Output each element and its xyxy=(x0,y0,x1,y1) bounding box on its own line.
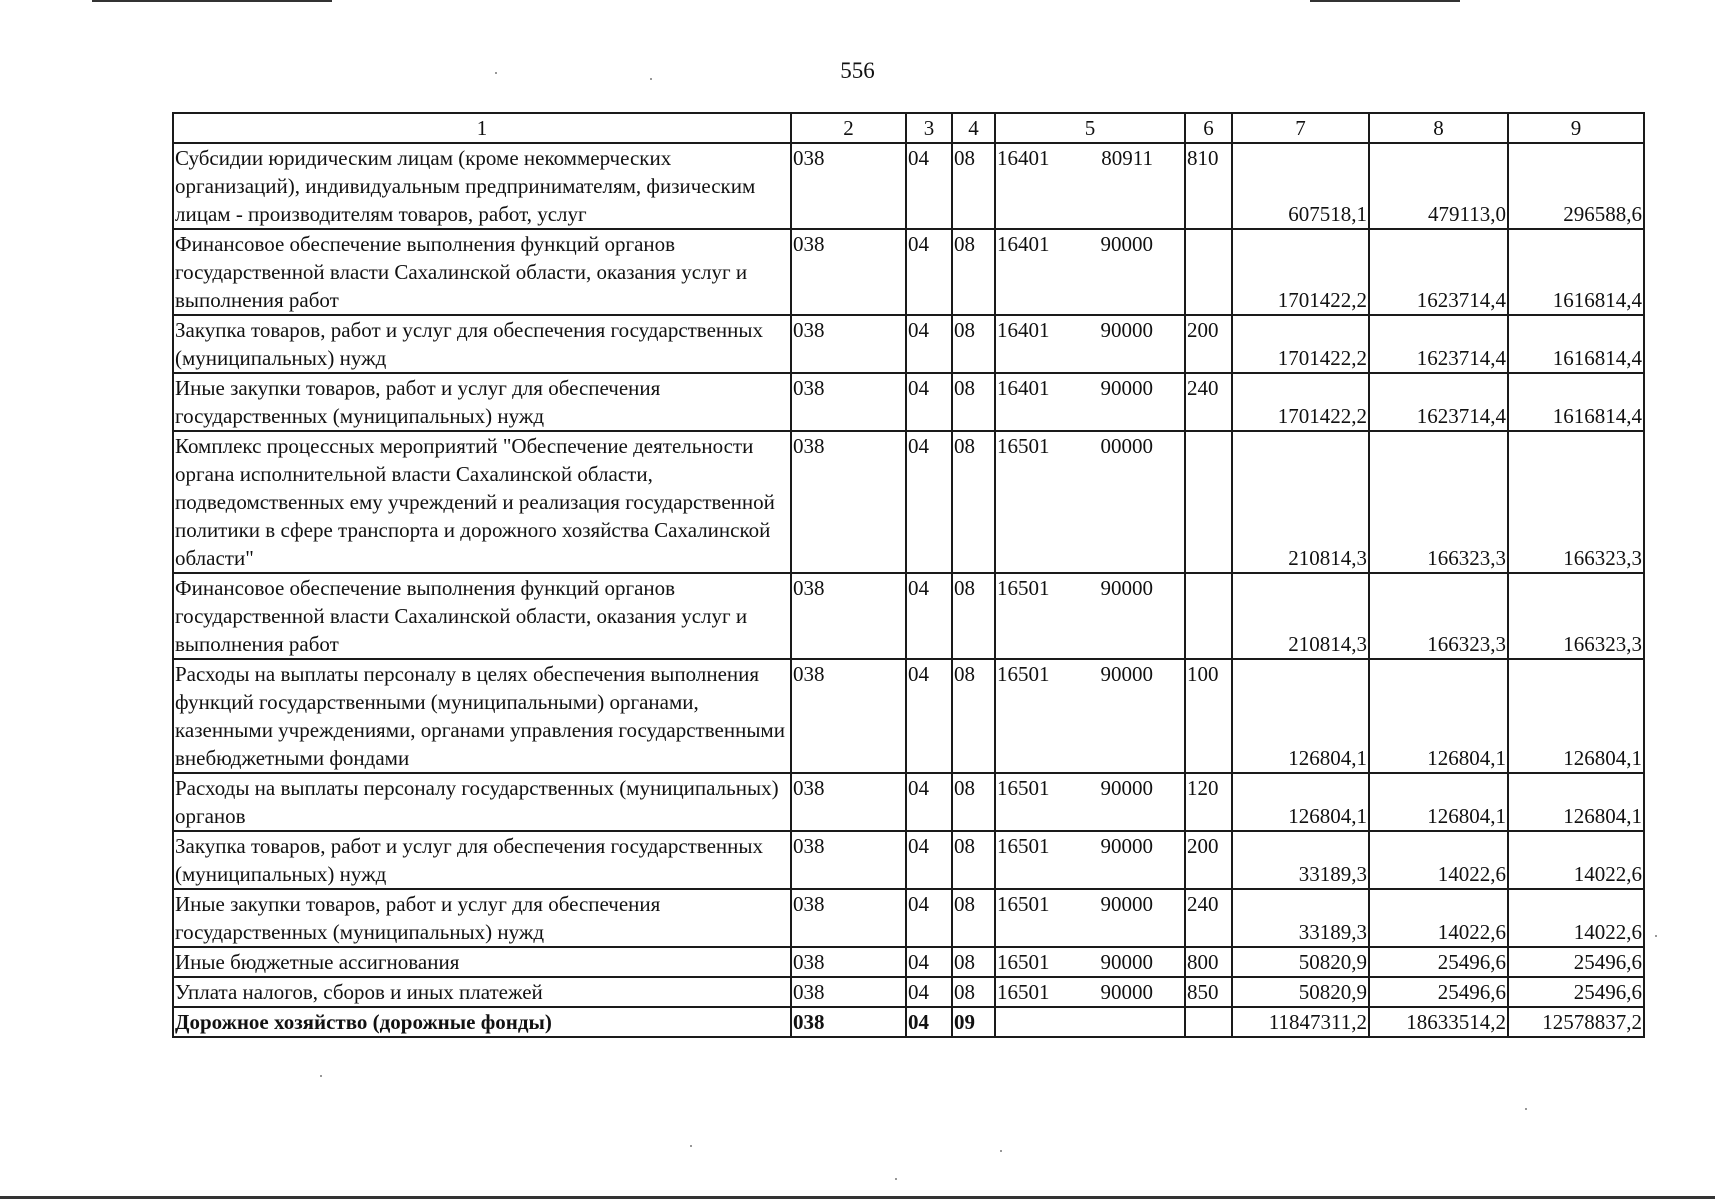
subsection-code-cell: 08 xyxy=(952,431,995,573)
amount-col9-cell: 166323,3 xyxy=(1508,431,1644,573)
program-code: 16501 xyxy=(997,776,1050,800)
program-code: 16501 xyxy=(997,950,1050,974)
amount-col8-cell: 1623714,4 xyxy=(1369,229,1508,315)
amount-col8-cell: 166323,3 xyxy=(1369,431,1508,573)
amount-col9-cell: 1616814,4 xyxy=(1508,229,1644,315)
amount-col7-cell: 33189,3 xyxy=(1232,889,1369,947)
amount-col9-cell: 25496,6 xyxy=(1508,947,1644,977)
column-header: 4 xyxy=(952,113,995,143)
direction-code: 90000 xyxy=(1100,232,1153,256)
direction-code: 90000 xyxy=(1100,662,1153,686)
ministry-code-cell: 038 xyxy=(791,659,906,773)
target-article-cell xyxy=(995,143,1185,229)
program-code: 16501 xyxy=(997,834,1050,858)
direction-code: 90000 xyxy=(1100,892,1153,916)
scan-speck xyxy=(1000,1150,1002,1152)
target-article-cell xyxy=(995,573,1185,659)
target-article-cell xyxy=(995,373,1185,431)
target-article-cell xyxy=(995,947,1185,977)
column-header: 1 xyxy=(173,113,791,143)
amount-col9-cell: 1616814,4 xyxy=(1508,315,1644,373)
column-header: 2 xyxy=(791,113,906,143)
amount-col7-cell: 50820,9 xyxy=(1232,947,1369,977)
table-row xyxy=(173,977,1644,1007)
scan-edge-top-left xyxy=(92,0,332,2)
scan-speck xyxy=(690,1145,692,1147)
column-header: 3 xyxy=(906,113,952,143)
program-code: 16501 xyxy=(997,434,1050,458)
section-code-cell: 04 xyxy=(906,315,952,373)
amount-col7-cell: 33189,3 xyxy=(1232,831,1369,889)
section-code-cell: 04 xyxy=(906,431,952,573)
scan-edge-top-right xyxy=(1310,0,1460,2)
subsection-code-cell: 08 xyxy=(952,659,995,773)
expense-type-cell: 200 xyxy=(1185,831,1232,889)
expense-type-cell: 800 xyxy=(1185,947,1232,977)
expense-type-cell xyxy=(1185,1007,1232,1037)
column-header: 9 xyxy=(1508,113,1644,143)
target-article-cell xyxy=(995,659,1185,773)
target-article-cell xyxy=(995,229,1185,315)
expense-name-cell: Расходы на выплаты персоналу в целях обеспечения выполнения функций государственными (муниципальными) органами, казенными учреждениями, органами управления государственными внебюджетными фондами xyxy=(173,659,791,773)
amount-col8-cell: 14022,6 xyxy=(1369,889,1508,947)
amount-col7-cell: 607518,1 xyxy=(1232,143,1369,229)
ministry-code-cell: 038 xyxy=(791,229,906,315)
amount-col7-cell: 210814,3 xyxy=(1232,431,1369,573)
expense-type-cell: 100 xyxy=(1185,659,1232,773)
expense-name-cell: Закупка товаров, работ и услуг для обеспечения государственных (муниципальных) нужд xyxy=(173,831,791,889)
program-code: 16401 xyxy=(997,232,1050,256)
direction-code: 90000 xyxy=(1100,376,1153,400)
amount-col8-cell: 126804,1 xyxy=(1369,659,1508,773)
subsection-code-cell: 08 xyxy=(952,573,995,659)
subsection-code-cell: 08 xyxy=(952,315,995,373)
amount-col9-cell: 296588,6 xyxy=(1508,143,1644,229)
target-article-cell xyxy=(995,431,1185,573)
direction-code: 80911 xyxy=(1101,146,1153,170)
subsection-code-cell: 08 xyxy=(952,773,995,831)
amount-col8-cell: 1623714,4 xyxy=(1369,373,1508,431)
ministry-code-cell: 038 xyxy=(791,831,906,889)
program-code: 16401 xyxy=(997,376,1050,400)
amount-col8-cell: 126804,1 xyxy=(1369,773,1508,831)
subsection-code-cell: 08 xyxy=(952,229,995,315)
amount-col8-cell: 14022,6 xyxy=(1369,831,1508,889)
amount-col8-cell: 479113,0 xyxy=(1369,143,1508,229)
subsection-code-cell: 08 xyxy=(952,947,995,977)
subsection-code-cell: 08 xyxy=(952,373,995,431)
scan-speck xyxy=(1525,1108,1527,1110)
target-article-cell xyxy=(995,773,1185,831)
section-code-cell: 04 xyxy=(906,947,952,977)
section-code-cell: 04 xyxy=(906,373,952,431)
amount-col7-cell: 126804,1 xyxy=(1232,659,1369,773)
target-article-cell xyxy=(995,889,1185,947)
scan-speck xyxy=(1655,935,1657,937)
section-code-cell: 04 xyxy=(906,143,952,229)
expense-name-cell: Субсидии юридическим лицам (кроме некоммерческих организаций), индивидуальным предпринимателям, физическим лицам - производителям товаров, работ, услуг xyxy=(173,143,791,229)
table-row xyxy=(173,373,1644,431)
expense-name-cell: Иные закупки товаров, работ и услуг для обеспечения государственных (муниципальных) нужд xyxy=(173,373,791,431)
amount-col7-cell: 50820,9 xyxy=(1232,977,1369,1007)
amount-col9-cell: 126804,1 xyxy=(1508,773,1644,831)
direction-code: 90000 xyxy=(1100,576,1153,600)
subsection-code-cell: 09 xyxy=(952,1007,995,1037)
direction-code: 00000 xyxy=(1100,434,1153,458)
ministry-code-cell: 038 xyxy=(791,1007,906,1037)
ministry-code-cell: 038 xyxy=(791,431,906,573)
table-row xyxy=(173,315,1644,373)
direction-code: 90000 xyxy=(1100,950,1153,974)
expense-type-cell: 200 xyxy=(1185,315,1232,373)
table-row xyxy=(173,659,1644,773)
amount-col9-cell: 12578837,2 xyxy=(1508,1007,1644,1037)
table-row xyxy=(173,431,1644,573)
table-row xyxy=(173,573,1644,659)
target-article-cell xyxy=(995,315,1185,373)
target-article-cell xyxy=(995,977,1185,1007)
expense-type-cell: 810 xyxy=(1185,143,1232,229)
expense-name-cell: Комплекс процессных мероприятий "Обеспечение деятельности органа исполнительной власти Сахалинской области, подведомственных ему учреждений и реализация государственной политики в сфере транспорта и дорожного хозяйства Сахалинской области" xyxy=(173,431,791,573)
table-header-row xyxy=(173,113,1644,143)
table-row xyxy=(173,947,1644,977)
column-header: 5 xyxy=(995,113,1185,143)
program-code: 16401 xyxy=(997,318,1050,342)
expense-type-cell: 240 xyxy=(1185,889,1232,947)
table-row xyxy=(173,831,1644,889)
amount-col9-cell: 1616814,4 xyxy=(1508,373,1644,431)
expense-type-cell: 120 xyxy=(1185,773,1232,831)
expense-name-cell: Дорожное хозяйство (дорожные фонды) xyxy=(173,1007,791,1037)
expense-name-cell: Уплата налогов, сборов и иных платежей xyxy=(173,977,791,1007)
target-article-cell xyxy=(995,831,1185,889)
amount-col8-cell: 18633514,2 xyxy=(1369,1007,1508,1037)
scan-edge-bottom xyxy=(0,1196,1715,1199)
amount-col7-cell: 1701422,2 xyxy=(1232,373,1369,431)
amount-col9-cell: 166323,3 xyxy=(1508,573,1644,659)
column-header: 8 xyxy=(1369,113,1508,143)
amount-col8-cell: 25496,6 xyxy=(1369,977,1508,1007)
target-article-cell xyxy=(995,1007,1185,1037)
scan-speck xyxy=(320,1075,322,1077)
amount-col7-cell: 210814,3 xyxy=(1232,573,1369,659)
section-code-cell: 04 xyxy=(906,773,952,831)
table-row xyxy=(173,143,1644,229)
amount-col9-cell: 126804,1 xyxy=(1508,659,1644,773)
expense-name-cell: Расходы на выплаты персоналу государственных (муниципальных) органов xyxy=(173,773,791,831)
ministry-code-cell: 038 xyxy=(791,977,906,1007)
expense-type-cell: 850 xyxy=(1185,977,1232,1007)
column-header: 6 xyxy=(1185,113,1232,143)
amount-col9-cell: 14022,6 xyxy=(1508,889,1644,947)
ministry-code-cell: 038 xyxy=(791,143,906,229)
expense-name-cell: Финансовое обеспечение выполнения функций органов государственной власти Сахалинской области, оказания услуг и выполнения работ xyxy=(173,229,791,315)
ministry-code-cell: 038 xyxy=(791,889,906,947)
amount-col7-cell: 1701422,2 xyxy=(1232,229,1369,315)
ministry-code-cell: 038 xyxy=(791,373,906,431)
amount-col9-cell: 25496,6 xyxy=(1508,977,1644,1007)
table-row xyxy=(173,773,1644,831)
expense-name-cell: Закупка товаров, работ и услуг для обеспечения государственных (муниципальных) нужд xyxy=(173,315,791,373)
section-code-cell: 04 xyxy=(906,977,952,1007)
direction-code: 90000 xyxy=(1100,980,1153,1004)
section-code-cell: 04 xyxy=(906,573,952,659)
expense-type-cell xyxy=(1185,431,1232,573)
budget-table xyxy=(172,112,1645,1038)
expense-type-cell: 240 xyxy=(1185,373,1232,431)
expense-name-cell: Иные закупки товаров, работ и услуг для обеспечения государственных (муниципальных) нужд xyxy=(173,889,791,947)
amount-col8-cell: 166323,3 xyxy=(1369,573,1508,659)
column-header: 7 xyxy=(1232,113,1369,143)
amount-col7-cell: 11847311,2 xyxy=(1232,1007,1369,1037)
program-code: 16501 xyxy=(997,662,1050,686)
section-code-cell: 04 xyxy=(906,229,952,315)
subsection-code-cell: 08 xyxy=(952,831,995,889)
table-row xyxy=(173,1007,1644,1037)
amount-col8-cell: 1623714,4 xyxy=(1369,315,1508,373)
ministry-code-cell: 038 xyxy=(791,947,906,977)
section-code-cell: 04 xyxy=(906,659,952,773)
scan-speck xyxy=(895,1178,897,1180)
ministry-code-cell: 038 xyxy=(791,315,906,373)
program-code: 16501 xyxy=(997,576,1050,600)
amount-col8-cell: 25496,6 xyxy=(1369,947,1508,977)
program-code: 16501 xyxy=(997,892,1050,916)
amount-col7-cell: 1701422,2 xyxy=(1232,315,1369,373)
program-code: 16501 xyxy=(997,980,1050,1004)
expense-name-cell: Финансовое обеспечение выполнения функций органов государственной власти Сахалинской области, оказания услуг и выполнения работ xyxy=(173,573,791,659)
ministry-code-cell: 038 xyxy=(791,773,906,831)
amount-col9-cell: 14022,6 xyxy=(1508,831,1644,889)
section-code-cell: 04 xyxy=(906,889,952,947)
table-row xyxy=(173,229,1644,315)
subsection-code-cell: 08 xyxy=(952,143,995,229)
direction-code: 90000 xyxy=(1100,318,1153,342)
page-number: 556 xyxy=(840,58,875,83)
subsection-code-cell: 08 xyxy=(952,977,995,1007)
program-code: 16401 xyxy=(997,146,1050,170)
expense-type-cell xyxy=(1185,573,1232,659)
expense-type-cell xyxy=(1185,229,1232,315)
section-code-cell: 04 xyxy=(906,1007,952,1037)
expense-name-cell: Иные бюджетные ассигнования xyxy=(173,947,791,977)
ministry-code-cell: 038 xyxy=(791,573,906,659)
section-code-cell: 04 xyxy=(906,831,952,889)
direction-code: 90000 xyxy=(1100,776,1153,800)
amount-col7-cell: 126804,1 xyxy=(1232,773,1369,831)
direction-code: 90000 xyxy=(1100,834,1153,858)
table-row xyxy=(173,889,1644,947)
subsection-code-cell: 08 xyxy=(952,889,995,947)
